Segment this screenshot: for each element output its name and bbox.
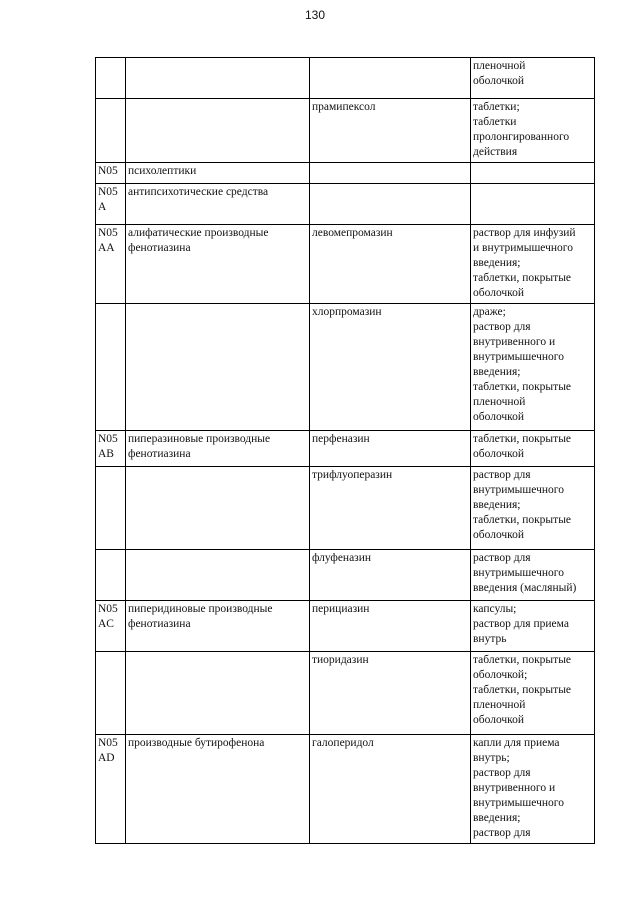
dosage-form-line: оболочкой; [473, 669, 528, 681]
drug-name-cell [310, 601, 471, 652]
dosage-form-cell [471, 304, 595, 431]
atc-code-line: N05 [98, 433, 118, 445]
page-number: 130 [304, 8, 326, 22]
atc-code-cell [96, 601, 126, 652]
atc-code-cell [96, 163, 126, 184]
dosage-form-cell [471, 601, 595, 652]
group-name-line: фенотиазина [128, 618, 191, 630]
group-name-line: производные бутирофенона [128, 737, 265, 749]
group-name-cell [126, 735, 310, 844]
dosage-form-cell [471, 735, 595, 844]
group-name-cell [126, 431, 310, 467]
dosage-form-line: пролонгированного [473, 131, 570, 143]
drug-name-cell [310, 467, 471, 550]
dosage-form-line: внутрь [473, 633, 507, 645]
drug-name-line: перициазин [312, 603, 370, 615]
drug-name-line: тиоридазин [312, 654, 369, 666]
drug-name-cell [310, 550, 471, 601]
dosage-form-line: внутримышечного [473, 351, 564, 363]
dosage-form-line: внутривенного и [473, 782, 556, 794]
dosage-form-cell [471, 225, 595, 304]
atc-code-cell [96, 225, 126, 304]
table-row [96, 431, 595, 467]
dosage-form-line: действия [473, 146, 518, 158]
dosage-form-line: введения; [473, 812, 521, 824]
dosage-form-cell [471, 58, 595, 99]
dosage-form-line: таблетки, покрытые [473, 684, 572, 696]
group-name-line: пиперидиновые производные [128, 603, 273, 615]
dosage-form-line: оболочкой [473, 714, 525, 726]
dosage-form-line: таблетки; [473, 101, 520, 113]
dosage-form-line: введения; [473, 366, 521, 378]
dosage-form-line: внутримышечного [473, 567, 564, 579]
dosage-form-line: введения; [473, 257, 521, 269]
dosage-form-line: раствор для [473, 827, 531, 839]
drug-name-cell [310, 99, 471, 163]
atc-code-line: AD [98, 752, 115, 764]
dosage-form-line: раствор для [473, 321, 531, 333]
group-name-cell [126, 58, 310, 99]
dosage-form-line: раствор для [473, 469, 531, 481]
group-name-cell [126, 652, 310, 735]
table-row [96, 467, 595, 550]
atc-code-line: A [98, 201, 107, 213]
atc-code-line: N05 [98, 737, 118, 749]
atc-code-line: N05 [98, 603, 118, 615]
dosage-form-line: капли для приема [473, 737, 560, 749]
dosage-form-line: раствор для [473, 552, 531, 564]
group-name-line: пиперазиновые производные [128, 433, 271, 445]
group-name-cell [126, 467, 310, 550]
atc-code-cell [96, 431, 126, 467]
drug-name-cell [310, 163, 471, 184]
dosage-form-line: оболочкой [473, 448, 525, 460]
dosage-form-line: капсулы; [473, 603, 517, 615]
drug-name-cell [310, 431, 471, 467]
dosage-form-cell [471, 467, 595, 550]
drug-name-cell [310, 184, 471, 225]
table-row [96, 225, 595, 304]
dosage-form-cell [471, 99, 595, 163]
dosage-form-line: оболочкой [473, 529, 525, 541]
atc-code-cell [96, 467, 126, 550]
drug-name-line: левомепромазин [312, 227, 393, 239]
drug-table [95, 57, 595, 844]
atc-code-cell [96, 550, 126, 601]
dosage-form-line: драже; [473, 306, 506, 318]
group-name-cell [126, 601, 310, 652]
dosage-form-line: таблетки, покрытые [473, 654, 572, 666]
dosage-form-line: оболочкой [473, 411, 525, 423]
atc-code-line: AA [98, 242, 115, 254]
dosage-form-line: таблетки, покрытые [473, 433, 572, 445]
table-row [96, 163, 595, 184]
atc-code-cell [96, 652, 126, 735]
group-name-line: фенотиазина [128, 448, 191, 460]
drug-table-body [96, 58, 595, 844]
table-row [96, 99, 595, 163]
dosage-form-line: пленочной [473, 699, 526, 711]
group-name-cell [126, 163, 310, 184]
atc-code-cell [96, 184, 126, 225]
dosage-form-line: раствор для инфузий [473, 227, 576, 239]
atc-code-cell [96, 304, 126, 431]
group-name-line: фенотиазина [128, 242, 191, 254]
atc-code-line: N05 [98, 165, 118, 177]
dosage-form-line: таблетки, покрытые [473, 381, 572, 393]
dosage-form-cell [471, 431, 595, 467]
drug-name-line: трифлуоперазин [312, 469, 393, 481]
dosage-form-line: таблетки [473, 116, 517, 128]
group-name-cell [126, 99, 310, 163]
dosage-form-line: оболочкой [473, 287, 525, 299]
dosage-form-line: пленочной [473, 60, 526, 72]
dosage-form-line: введения (масляный) [473, 582, 577, 594]
atc-code-line: N05 [98, 186, 118, 198]
group-name-line: алифатические производные [128, 227, 269, 239]
dosage-form-line: оболочкой [473, 75, 525, 87]
table-row [96, 601, 595, 652]
drug-name-cell [310, 652, 471, 735]
dosage-form-line: введения; [473, 499, 521, 511]
dosage-form-line: внутримышечного [473, 484, 564, 496]
dosage-form-line: внутривенного и [473, 336, 556, 348]
table-row [96, 550, 595, 601]
drug-name-line: флуфеназин [312, 552, 372, 564]
group-name-cell [126, 304, 310, 431]
table-row [96, 184, 595, 225]
drug-name-cell [310, 225, 471, 304]
dosage-form-line: пленочной [473, 396, 526, 408]
group-name-line: психолептики [128, 165, 197, 177]
group-name-line: антипсихотические средства [128, 186, 269, 198]
group-name-cell [126, 225, 310, 304]
dosage-form-line: внутрь; [473, 752, 510, 764]
drug-name-line: прамипексол [312, 101, 376, 113]
atc-code-line: AB [98, 448, 114, 460]
atc-code-cell [96, 58, 126, 99]
drug-name-cell [310, 735, 471, 844]
dosage-form-line: таблетки, покрытые [473, 514, 572, 526]
atc-code-line: AC [98, 618, 114, 630]
group-name-cell [126, 184, 310, 225]
drug-name-line: галоперидол [312, 737, 374, 749]
drug-name-cell [310, 58, 471, 99]
dosage-form-line: раствор для [473, 767, 531, 779]
dosage-form-cell [471, 163, 595, 184]
dosage-form-cell [471, 184, 595, 225]
table-row [96, 58, 595, 99]
table-row [96, 304, 595, 431]
group-name-cell [126, 550, 310, 601]
drug-name-line: перфеназин [312, 433, 370, 445]
table-row [96, 652, 595, 735]
table-row [96, 735, 595, 844]
dosage-form-line: таблетки, покрытые [473, 272, 572, 284]
dosage-form-cell [471, 550, 595, 601]
drug-name-line: хлорпромазин [312, 306, 382, 318]
atc-code-line: N05 [98, 227, 118, 239]
atc-code-cell [96, 99, 126, 163]
dosage-form-cell [471, 652, 595, 735]
dosage-form-line: внутримышечного [473, 797, 564, 809]
dosage-form-line: раствор для приема [473, 618, 569, 630]
atc-code-cell [96, 735, 126, 844]
drug-name-cell [310, 304, 471, 431]
dosage-form-line: и внутримышечного [473, 242, 573, 254]
